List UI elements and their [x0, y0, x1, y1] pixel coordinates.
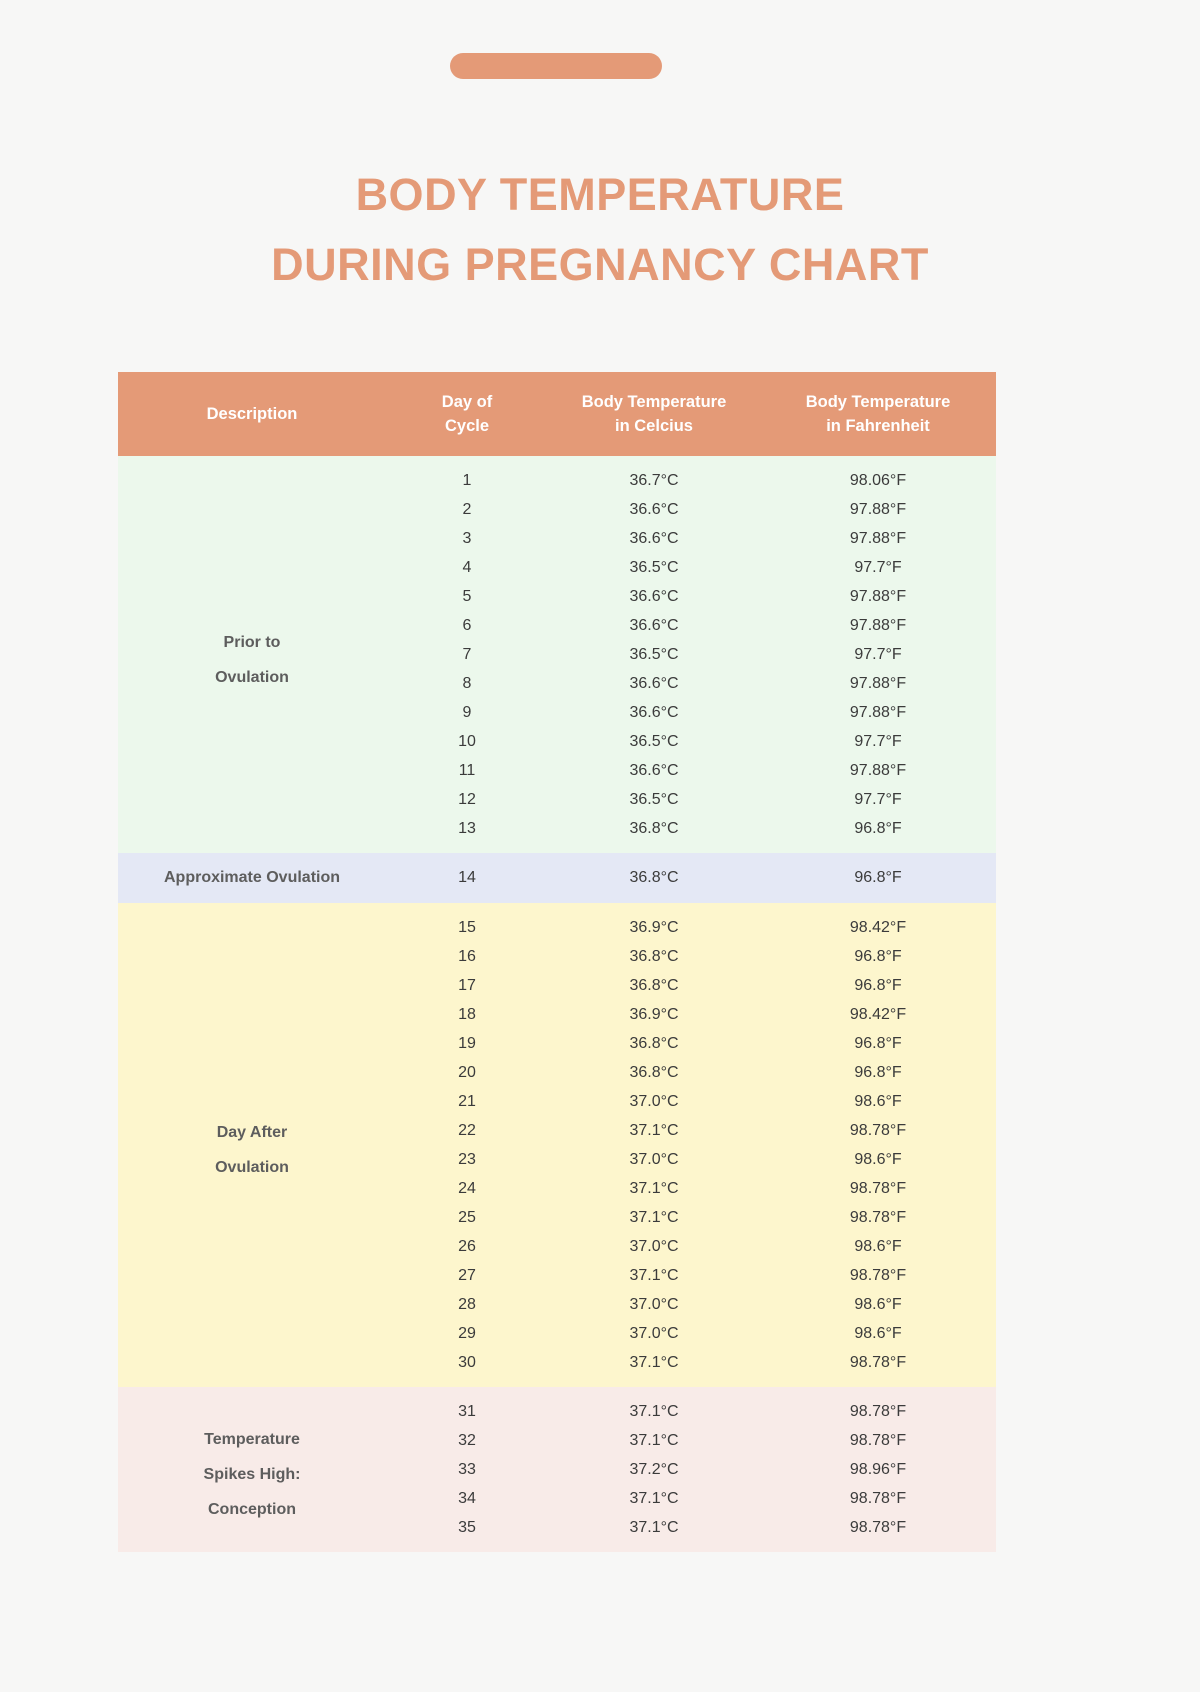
section-description-cell [118, 456, 386, 853]
celsius-cell: 36.6°C [548, 611, 760, 640]
temperature-table-container [118, 372, 996, 1552]
page-title [0, 160, 1200, 300]
section-description-line-2: Ovulation [215, 668, 289, 686]
fahrenheit-cell: 97.7°F [760, 640, 996, 669]
day-cell: 28 [386, 1290, 548, 1319]
day-cell: 33 [386, 1455, 548, 1484]
day-cell: 21 [386, 1087, 548, 1116]
celsius-cell: 36.5°C [548, 785, 760, 814]
fahrenheit-cell: 98.06°F [760, 456, 996, 495]
celsius-cell: 37.2°C [548, 1455, 760, 1484]
column-header-fahrenheit-line-1: Body Temperature [805, 393, 951, 411]
day-cell: 23 [386, 1145, 548, 1174]
celsius-cell: 36.8°C [548, 1058, 760, 1087]
section-description-line-2: Spikes High: [203, 1466, 301, 1483]
temperature-table [118, 372, 996, 1552]
column-header-celsius-line-2: in Celcius [615, 417, 693, 435]
section-description-line-3: Conception [208, 1501, 296, 1518]
celsius-cell: 36.8°C [548, 1029, 760, 1058]
celsius-cell: 37.0°C [548, 1319, 760, 1348]
column-header-celsius [548, 372, 760, 456]
table-row [118, 853, 996, 903]
column-header-description [118, 372, 386, 456]
day-cell: 30 [386, 1348, 548, 1387]
day-cell: 20 [386, 1058, 548, 1087]
fahrenheit-cell: 96.8°F [760, 853, 996, 903]
day-cell: 6 [386, 611, 548, 640]
day-cell: 12 [386, 785, 548, 814]
celsius-cell: 37.1°C [548, 1203, 760, 1232]
celsius-cell: 36.6°C [548, 698, 760, 727]
table-header-row [118, 372, 996, 456]
day-cell: 19 [386, 1029, 548, 1058]
day-cell: 31 [386, 1387, 548, 1426]
celsius-cell: 36.8°C [548, 942, 760, 971]
fahrenheit-cell: 98.96°F [760, 1455, 996, 1484]
fahrenheit-cell: 97.88°F [760, 582, 996, 611]
celsius-cell: 36.8°C [548, 814, 760, 853]
celsius-cell: 36.9°C [548, 903, 760, 942]
column-header-day-of-cycle [386, 372, 548, 456]
celsius-cell: 36.8°C [548, 971, 760, 1000]
fahrenheit-cell: 98.78°F [760, 1484, 996, 1513]
day-cell: 8 [386, 669, 548, 698]
celsius-cell: 36.5°C [548, 727, 760, 756]
fahrenheit-cell: 96.8°F [760, 971, 996, 1000]
fahrenheit-cell: 98.78°F [760, 1261, 996, 1290]
fahrenheit-cell: 97.88°F [760, 756, 996, 785]
day-cell: 22 [386, 1116, 548, 1145]
table-row [118, 456, 996, 495]
fahrenheit-cell: 98.78°F [760, 1387, 996, 1426]
fahrenheit-cell: 97.7°F [760, 785, 996, 814]
fahrenheit-cell: 97.88°F [760, 669, 996, 698]
day-cell: 1 [386, 456, 548, 495]
fahrenheit-cell: 98.78°F [760, 1174, 996, 1203]
fahrenheit-cell: 97.88°F [760, 611, 996, 640]
fahrenheit-cell: 97.88°F [760, 698, 996, 727]
day-cell: 3 [386, 524, 548, 553]
fahrenheit-cell: 97.88°F [760, 524, 996, 553]
fahrenheit-cell: 97.7°F [760, 553, 996, 582]
section-description-line-1: Prior to [223, 633, 281, 651]
fahrenheit-cell: 98.78°F [760, 1513, 996, 1552]
celsius-cell: 37.0°C [548, 1232, 760, 1261]
section-description-cell [118, 903, 386, 1387]
fahrenheit-cell: 98.6°F [760, 1145, 996, 1174]
table-body [118, 456, 996, 1552]
section-description-cell [118, 853, 386, 903]
celsius-cell: 37.1°C [548, 1513, 760, 1552]
fahrenheit-cell: 98.78°F [760, 1203, 996, 1232]
fahrenheit-cell: 98.6°F [760, 1232, 996, 1261]
column-header-fahrenheit [760, 372, 996, 456]
fahrenheit-cell: 96.8°F [760, 942, 996, 971]
column-header-day-of-cycle-line-1: Day of [441, 393, 493, 411]
column-header-celsius-line-1: Body Temperature [581, 393, 727, 411]
day-cell: 14 [386, 853, 548, 903]
fahrenheit-cell: 98.42°F [760, 903, 996, 942]
day-cell: 18 [386, 1000, 548, 1029]
column-header-fahrenheit-line-2: in Fahrenheit [826, 417, 930, 435]
celsius-cell: 37.0°C [548, 1087, 760, 1116]
column-header-day-of-cycle-line-2: Cycle [444, 417, 490, 435]
fahrenheit-cell: 97.88°F [760, 495, 996, 524]
celsius-cell: 37.1°C [548, 1426, 760, 1455]
celsius-cell: 36.5°C [548, 553, 760, 582]
fahrenheit-cell: 96.8°F [760, 814, 996, 853]
column-header-description-label: Description [206, 405, 298, 423]
table-header [118, 372, 996, 456]
fahrenheit-cell: 98.6°F [760, 1319, 996, 1348]
celsius-cell: 37.1°C [548, 1261, 760, 1290]
day-cell: 5 [386, 582, 548, 611]
celsius-cell: 36.6°C [548, 669, 760, 698]
celsius-cell: 37.0°C [548, 1145, 760, 1174]
day-cell: 29 [386, 1319, 548, 1348]
fahrenheit-cell: 98.78°F [760, 1426, 996, 1455]
celsius-cell: 37.1°C [548, 1387, 760, 1426]
table-row [118, 903, 996, 942]
section-description-cell [118, 1387, 386, 1552]
day-cell: 24 [386, 1174, 548, 1203]
day-cell: 26 [386, 1232, 548, 1261]
celsius-cell: 37.1°C [548, 1116, 760, 1145]
celsius-cell: 37.1°C [548, 1484, 760, 1513]
celsius-cell: 37.0°C [548, 1290, 760, 1319]
day-cell: 7 [386, 640, 548, 669]
accent-pill-decoration [450, 53, 662, 79]
fahrenheit-cell: 96.8°F [760, 1058, 996, 1087]
fahrenheit-cell: 98.78°F [760, 1116, 996, 1145]
fahrenheit-cell: 98.6°F [760, 1290, 996, 1319]
day-cell: 2 [386, 495, 548, 524]
section-description-line-1: Day After [216, 1124, 288, 1141]
day-cell: 35 [386, 1513, 548, 1552]
day-cell: 32 [386, 1426, 548, 1455]
celsius-cell: 36.6°C [548, 756, 760, 785]
celsius-cell: 37.1°C [548, 1174, 760, 1203]
celsius-cell: 36.6°C [548, 495, 760, 524]
fahrenheit-cell: 96.8°F [760, 1029, 996, 1058]
fahrenheit-cell: 98.6°F [760, 1087, 996, 1116]
day-cell: 9 [386, 698, 548, 727]
page-title-line-1: BODY TEMPERATURE [355, 169, 845, 220]
table-row [118, 1387, 996, 1426]
celsius-cell: 36.6°C [548, 582, 760, 611]
celsius-cell: 36.7°C [548, 456, 760, 495]
day-cell: 15 [386, 903, 548, 942]
section-description-line-1: Approximate Ovulation [163, 869, 341, 886]
day-cell: 11 [386, 756, 548, 785]
day-cell: 17 [386, 971, 548, 1000]
celsius-cell: 36.8°C [548, 853, 760, 903]
section-description-line-2: Ovulation [215, 1159, 289, 1176]
day-cell: 13 [386, 814, 548, 853]
day-cell: 34 [386, 1484, 548, 1513]
fahrenheit-cell: 97.7°F [760, 727, 996, 756]
celsius-cell: 37.1°C [548, 1348, 760, 1387]
fahrenheit-cell: 98.42°F [760, 1000, 996, 1029]
day-cell: 25 [386, 1203, 548, 1232]
day-cell: 27 [386, 1261, 548, 1290]
celsius-cell: 36.5°C [548, 640, 760, 669]
page-title-line-2: DURING PREGNANCY CHART [271, 239, 929, 290]
celsius-cell: 36.6°C [548, 524, 760, 553]
section-description-line-1: Temperature [204, 1431, 300, 1448]
fahrenheit-cell: 98.78°F [760, 1348, 996, 1387]
day-cell: 16 [386, 942, 548, 971]
celsius-cell: 36.9°C [548, 1000, 760, 1029]
day-cell: 4 [386, 553, 548, 582]
day-cell: 10 [386, 727, 548, 756]
